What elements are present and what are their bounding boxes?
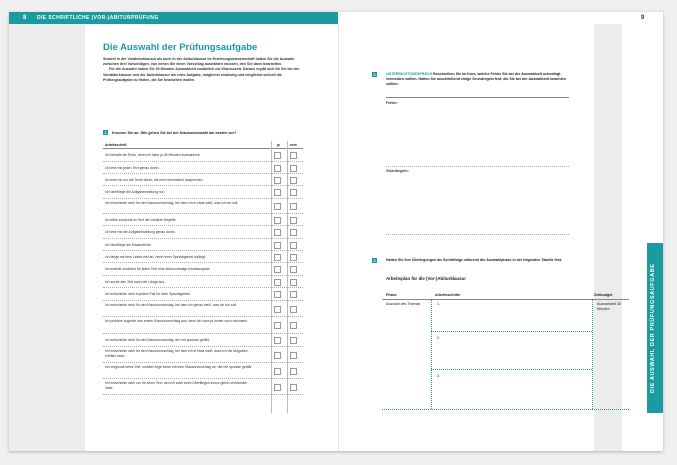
plan-step-2: 2. — [437, 336, 440, 340]
plan-phase: Auswahl des Themas — [386, 302, 421, 306]
task-2-body: Beschreiben Sie im Kurs, welche Fehler Sie bei der Auswahlzeit unbedingt vermeiden sollten. Halten Sie anschließend einige Grundregeln fest, die Sie bei der Auswahlzeit beachten sollten. — [386, 71, 567, 86]
yes-checkbox[interactable] — [274, 322, 281, 329]
work-plan-table — [370, 291, 632, 409]
plan-bottom-rule — [382, 409, 629, 410]
table-row — [103, 186, 303, 199]
table-row — [103, 251, 303, 263]
no-checkbox[interactable] — [290, 177, 297, 184]
yes-checkbox[interactable] — [274, 337, 281, 344]
row-statement: Ich lese mir jeden Text genau durch. — [105, 165, 160, 170]
yes-checkbox[interactable] — [274, 165, 281, 172]
no-checkbox[interactable] — [290, 352, 297, 359]
yes-checkbox[interactable] — [274, 384, 281, 391]
plan-divider — [431, 299, 432, 409]
yes-checkbox[interactable] — [274, 203, 281, 210]
col-step-header: Arbeitsschritt — [105, 142, 127, 147]
no-checkbox[interactable] — [290, 306, 297, 313]
no-checkbox[interactable] — [290, 368, 297, 375]
row-statement: Ich entscheide mich für den Klausurvorschlag, der mir spontan gefällt. — [105, 337, 210, 342]
no-checkbox[interactable] — [290, 322, 297, 329]
page-gutter — [338, 24, 339, 451]
table-header — [103, 141, 303, 149]
plan-time: Auswahlzeit 30 Minuten — [597, 302, 622, 311]
right-page-number: 9 — [641, 15, 645, 21]
running-title: DIE SCHRIFTLICHE (VOR-)ABITURPRÜFUNG — [37, 14, 159, 21]
left-page-number: 8 — [23, 15, 27, 21]
table-row — [103, 162, 303, 174]
plan-title: Arbeitsplan für die (Vor-)Abiturklausur — [386, 276, 466, 281]
task-1-text: Kreuzen Sie an: Wie gehen Sie bei der Klausurauswahl am besten vor? — [112, 130, 237, 135]
row-statement: Ich überfliege die Aufgabenstellung nur. — [105, 189, 165, 194]
no-checkbox[interactable] — [290, 217, 297, 224]
row-statement: Ich entscheide mich nur für einen Text, den ich auch beim Überfliegen schon gleich verstanden habe. — [105, 381, 248, 390]
col-no-header: nein — [290, 142, 297, 147]
yes-checkbox[interactable] — [274, 242, 281, 249]
table-row — [103, 149, 303, 162]
right-header-area — [339, 12, 663, 24]
yes-checkbox[interactable] — [274, 306, 281, 313]
no-checkbox[interactable] — [290, 266, 297, 273]
row-statement: Ich entscheide mich in jedem Fall für mein Spezialgebiet. — [105, 291, 191, 296]
no-checkbox[interactable] — [290, 242, 297, 249]
row-statement: Ich kläre zunächst im Text die unklaren Begriffe. — [105, 217, 177, 222]
row-statement: Ich probiere zugleich den ersten Klausurvorschlag aus, denn ich kann ja immer noch wechseln. — [105, 319, 248, 323]
table-row — [103, 199, 303, 214]
table-row — [103, 214, 303, 226]
yes-checkbox[interactable] — [274, 189, 281, 196]
table-row — [103, 239, 303, 251]
intro-paragraph-2: Für die Auswahl haben Sie 30 Minuten Auswahlzeit zusätzlich zur Klausurzeit. Daraus ergibt sich für Sie bei der Vorabiturklausur und der Abiturklausur als erste Aufgabe, möglichst eindeutig und möglichst schnell die Prüfungsaufgabe zu finden, die Sie bearbeiten wollen. — [103, 67, 300, 82]
errors-label: Fehler: — [386, 101, 398, 105]
no-checkbox[interactable] — [290, 165, 297, 172]
row-statement: Ich fange mit dem Lesen erst an, wenn mein Spezialgebiet vorliegt. — [105, 254, 206, 259]
yes-checkbox[interactable] — [274, 368, 281, 375]
table-row — [103, 174, 303, 186]
table-row — [103, 379, 303, 395]
row-statement: Ich entscheide mich für den Klausurvorschlag, bei dem ich in etwa weiß, was ich tun soll. — [105, 201, 239, 205]
table-row — [103, 301, 303, 317]
no-checkbox[interactable] — [290, 152, 297, 159]
row-statement: Ich erstelle zunächst für jeden Text eine stichwortartige Inhaltsangabe. — [105, 266, 211, 271]
page-title: Die Auswahl der Prüfungsaufgabe — [103, 42, 258, 53]
row-statement: Ich behalte die Ruhe, denn ich habe ja 30 Minuten Auswahlzeit. — [105, 152, 201, 157]
no-checkbox[interactable] — [290, 203, 297, 210]
yes-checkbox[interactable] — [274, 254, 281, 261]
row-statement: Ich entscheide mich für den Klausurvorschlag, bei dem ich genau weiß, was ich tun soll. — [105, 303, 237, 307]
task-2-text — [386, 72, 576, 87]
table-row — [103, 347, 303, 363]
col-yes-header: ja — [277, 142, 280, 147]
yes-checkbox[interactable] — [274, 291, 281, 298]
no-checkbox[interactable] — [290, 189, 297, 196]
table-row — [103, 363, 303, 379]
task-2-lead: UNTERRICHTSGESPRÄCH — [386, 71, 433, 76]
yes-checkbox[interactable] — [274, 177, 281, 184]
row-statement: Ich suche den Text nach der Länge aus. — [105, 279, 166, 284]
yes-checkbox[interactable] — [274, 266, 281, 273]
no-checkbox[interactable] — [290, 229, 297, 236]
yes-checkbox[interactable] — [274, 229, 281, 236]
plan-divider — [592, 299, 593, 409]
task-2-badge: 2 — [373, 72, 376, 77]
yes-checkbox[interactable] — [274, 152, 281, 159]
intro-text — [103, 57, 311, 83]
left-page-margin — [9, 24, 85, 451]
row-statement: Ich lese mir die Aufgabenstellung genau durch. — [105, 229, 176, 234]
table-row — [103, 276, 303, 288]
answer-rule — [386, 234, 569, 235]
yes-checkbox[interactable] — [274, 352, 281, 359]
row-statement: Ich entscheide mich für den Klausurvorschlag, bei dem ich in etwa weiß, dass ich die Aufgaben erfüllen kann. — [105, 349, 248, 358]
task-3-text: Halten Sie Ihre Überlegungen als Schrittfolge während der Auswahlphase in der folgenden Tabelle fest. — [386, 257, 562, 262]
row-statement: Ich vergeude keine Zeit, sondern lege sofort mit dem Klausurvorschlag an, der mir spontan gefällt. — [105, 365, 253, 369]
no-checkbox[interactable] — [290, 337, 297, 344]
side-tab-label: DIE AUSWAHL DER PRÜFUNGSAUFGABE — [650, 263, 656, 393]
table-row — [103, 263, 303, 276]
no-checkbox[interactable] — [290, 254, 297, 261]
answer-rule — [386, 97, 569, 98]
yes-checkbox[interactable] — [274, 217, 281, 224]
task-3-badge: 3 — [373, 258, 376, 263]
table-row — [103, 334, 303, 347]
table-row — [103, 288, 303, 301]
rules-label: Grundregeln: — [386, 169, 409, 173]
table-divider — [271, 141, 272, 413]
table-divider — [287, 141, 288, 413]
col-phase-header: Phase — [386, 293, 397, 297]
no-checkbox[interactable] — [290, 279, 297, 286]
no-checkbox[interactable] — [290, 384, 297, 391]
no-checkbox[interactable] — [290, 291, 297, 298]
row-statement: Ich überfliege die Klausurtexte. — [105, 242, 152, 247]
table-body — [103, 149, 303, 395]
plan-row-rule — [431, 369, 592, 370]
answer-rule — [386, 166, 569, 167]
plan-step-3: 3. — [437, 374, 440, 378]
table-row — [103, 226, 303, 239]
row-statement: Ich lese mir nur die Texte durch, die mich thematisch ansprechen. — [105, 177, 204, 182]
intro-paragraph-1: Sowohl in der Vorabiturklausur als auch in der Abiturklausur im Erziehungswissenschaft haben Sie die Auswahl zwischen drei Vorschlägen, von denen Sie einen Vorschlag auswählen müssen, den Sie dann bearbeiten. — [103, 57, 295, 67]
table-row — [103, 317, 303, 334]
checklist-table — [103, 141, 303, 395]
yes-checkbox[interactable] — [274, 279, 281, 286]
task-1-badge: 1 — [104, 130, 107, 135]
plan-row-rule — [431, 331, 592, 332]
col-steps-header: Arbeitsschritte — [435, 293, 461, 297]
col-time-header: Zeitbudget — [594, 293, 613, 297]
plan-step-1: 1. — [437, 302, 440, 306]
